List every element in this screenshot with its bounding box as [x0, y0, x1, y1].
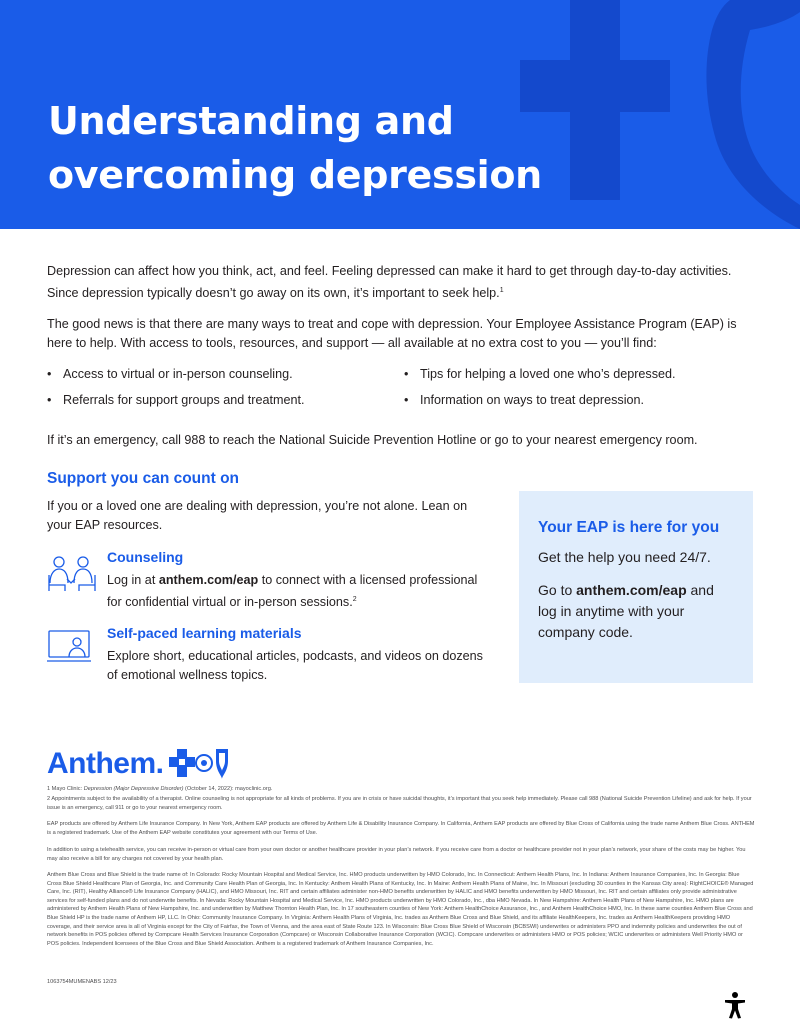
counseling-link[interactable]: anthem.com/eap	[158, 573, 259, 587]
footnote-1-title: Depression (Major Depressive Disorder)	[83, 786, 184, 792]
shield-icon	[690, 0, 800, 229]
counseling-text-after: to connect with a licensed professional for confidential virtual or in-person sessions.	[107, 573, 478, 610]
cross-icon	[520, 0, 670, 200]
computer-icon	[47, 629, 97, 665]
legal-disclaimer: Anthem Blue Cross and Blue Shield is the trade name of: In Colorado: Rocky Mountain Hospital and Medical Service, Inc. HMO products underwritten by HMO Colorado, Inc. In Connecticut: Anthem Health Plans, Inc. In Indiana: Anthem Insurance Companies, Inc. In Georgia: Blue Cross Blue Shield Healthcare Plan of Georgia, Inc. and Community Care Health Plan of Georgia, Inc. In Kentucky: Anthem Health Plans of Kentucky, Inc. In Maine: Anthem Health Plans of Maine, Inc. In Missouri (excluding 30 counties in the Kansas City area): RightCHOICE® Managed Care, Inc. (RIT), Healthy Alliance® Life Insurance Company (HALIC), and HMO Missouri, Inc. RIT and certain affiliates administer non-HMO benefits underwritten by HALIC and HMO benefits underwritten by HMO Missouri, Inc. RIT and certain affiliates only provide administrative services for self-funded plans and do not underwrite benefits. In Nevada: Rocky Mountain Hospital and Medical Service, Inc. HMO products underwritten by HMO Colorado, Inc., dba HMO Nevada. In New Hampshire: Anthem Health Plans of New Hampshire, Inc. HMO plans are administered by Anthem Health Plans of New Hampshire, Inc. and underwritten by Matthew Thornton Health Plan, Inc. In 17 southeastern counties of New York: Anthem HealthChoice Assurance, Inc., and Anthem HealthChoice HMO, Inc. In these same counties Anthem Blue Cross and Blue Shield HP is the trade name of Anthem HP, LLC. In Ohio: Community Insurance Company. In Virginia: Anthem Health Plans of Virginia, Inc. trades as Anthem Blue Cross and Blue Shield, and its affiliate HealthKeepers, Inc. trades as Anthem HealthKeepers providing HMO coverage, and their service area is all of Virginia except for the City of Fairfax, the Town of Vienna, and the area east of State Route 123. In Wisconsin: Blue Cross Blue Shield of Wisconsin (BCBSWI) underwrites or administers PPO and indemnity policies and underwrites the out of network benefits in POS policies offered by Compcare Health Services Insurance Corporation (Compcare) or Wisconsin Collaborative Insurance Corporation (WCIC). Compcare underwrites or administers HMO or POS policies; WCIC underwrites or administers Well Priority HMO or POS policies. Independent licensees of the Blue Cross and Blue Shield Association. Anthem is a registered trademark of Anthem Insurance Companies, Inc.	[47, 872, 754, 947]
footnote-2: 2 Appointments subject to the availability of a therapist. Online counseling is not appropriate for all kinds of problems. If you are in crisis or have suicidal thoughts, it’s important that you seek help immediately. Please call 988 (National Suicide Prevention Lifeline) and ask for help. If your issue is an emergency, call 911 or go to your nearest emergency room.	[47, 796, 752, 811]
eap-box-line-2-before: Go to	[538, 582, 577, 598]
support-heading: Support you can count on	[47, 470, 240, 487]
intro-paragraph-2: The good news is that there are many ways to treat and cope with depression. Your Employee Assistance Program (EAP) is here to help. With access to tools, resources, and support — all available at no extra cost to you — you’ll find:	[47, 317, 737, 351]
counseling-text-before: Log in at	[107, 573, 159, 587]
eap-products-disclaimer: EAP products are offered by Anthem Life Insurance Company. In New York, Anthem EAP products are offered by Anthem Life & Disability Insurance Company. In California, Anthem EAP products are offered by Blue Cross of California using the trade name Anthem Blue Cross. ANTHEM is a registered trademark. Use of the Anthem EAP website constitutes your agreement with our Terms of Use.	[47, 821, 755, 836]
eap-box-line-2	[538, 580, 735, 643]
eap-box-line-2-after: and log in anytime with your company code.	[538, 582, 714, 640]
list-item: • Information on ways to treat depression.	[404, 391, 761, 417]
footnote-1-number: 1	[47, 786, 51, 792]
footnote-ref-2: 2	[352, 596, 357, 603]
list-item: • Tips for helping a loved one who’s depressed.	[404, 365, 761, 391]
intro-paragraph-1-text: Depression can affect how you think, act, and feel. Feeling depressed can make it hard to get through day-to-day activities. Since depression typically doesn’t go away on its own, it’s important to seek help.	[47, 264, 732, 301]
document-code: 1063754MUMENABS 12/23	[47, 979, 117, 985]
learning-feature	[47, 625, 487, 685]
eap-callout-box	[519, 491, 753, 683]
learning-text: Explore short, educational articles, podcasts, and videos on dozens of emotional wellness topics.	[107, 649, 483, 682]
telehealth-disclaimer: In addition to using a telehealth service, you can receive in-person or virtual care from your own doctor or another healthcare provider in your plan’s network. If you receive care from a doctor or healthcare provider not in your plan’s network, your share of the costs may be higher. You may also receive a bill for any charges not covered by your health plan.	[47, 847, 746, 862]
title-line-1: Understanding and	[48, 99, 454, 143]
support-intro: If you or a loved one are dealing with depression, you’re not alone. Lean on your EAP resources.	[47, 499, 468, 532]
page-title	[48, 94, 542, 202]
list-item: • Referrals for support groups and treatment.	[47, 391, 404, 417]
accessibility-icon[interactable]	[722, 991, 748, 1019]
anthem-logo	[47, 747, 230, 781]
hero-banner	[0, 0, 800, 229]
logo-wordmark: Anthem.	[47, 747, 164, 780]
benefits-list	[47, 365, 762, 417]
eap-box-line-1: Get the help you need 24/7.	[538, 549, 711, 565]
counseling-text	[107, 571, 487, 612]
list-item: • Access to virtual or in-person counseling.	[47, 365, 404, 391]
counseling-title: Counseling	[107, 549, 184, 565]
learning-title: Self-paced learning materials	[107, 625, 302, 641]
footnote-ref-1: 1	[499, 287, 504, 294]
eap-box-title: Your EAP is here for you	[538, 519, 720, 536]
eap-box-link[interactable]: anthem.com/eap	[576, 582, 687, 598]
counseling-feature	[47, 549, 487, 612]
counseling-icon	[47, 553, 97, 597]
blue-cross-blue-shield-icon	[168, 747, 230, 781]
title-line-2: overcoming depression	[48, 153, 542, 197]
footnote-1-text-b: (October 14, 2022): mayoclinic.org.	[183, 786, 273, 792]
intro-section	[47, 262, 762, 462]
intro-paragraph-1	[47, 262, 762, 303]
footnote-1-text-a: Mayo Clinic:	[50, 786, 84, 792]
footnote-1	[47, 785, 755, 794]
emergency-note: If it’s an emergency, call 988 to reach the National Suicide Prevention Hotline or go to your nearest emergency room.	[47, 433, 698, 448]
